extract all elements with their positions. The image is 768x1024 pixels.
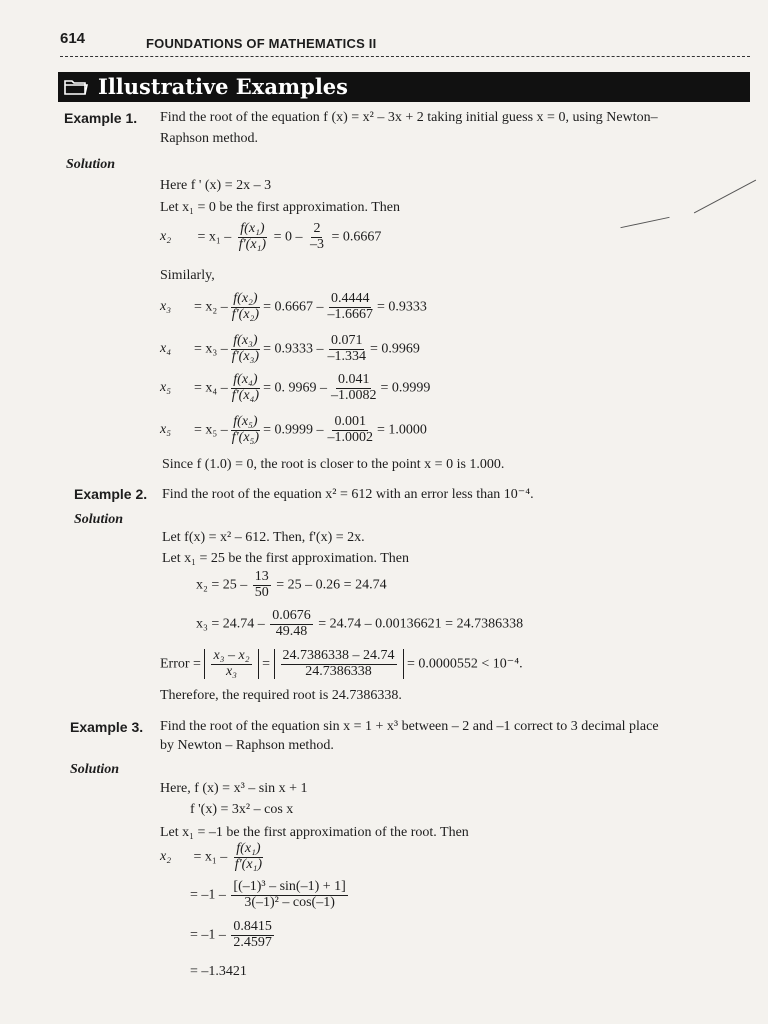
ex2-err-post: = 0.0000552 < 10⁻⁴. — [407, 656, 523, 672]
iteration-ratio-num: f(x₂) — [233, 291, 258, 306]
ex3-s2-num: [(–1)³ – sin(–1) + 1] — [233, 879, 346, 894]
iteration-eq: = x₃ – — [194, 341, 228, 357]
ex2-x2-pre: x₂ = 25 – — [196, 577, 248, 593]
iteration-ratio-den: f'(x₂) — [231, 306, 260, 322]
iteration-value-fraction-num: 0.071 — [330, 333, 363, 348]
ex3-s2-fraction — [231, 880, 347, 910]
iteration-row — [160, 415, 427, 445]
iteration-mid: = 0.9333 – — [263, 341, 324, 357]
iteration-result: = 0.9333 — [376, 299, 427, 315]
example-2-line2: Let x₁ = 25 be the first approximation. Then — [162, 551, 409, 566]
ex2-err-abs2 — [274, 649, 404, 679]
example-3-step2 — [190, 880, 350, 910]
iteration-row — [160, 373, 430, 403]
ex2-err-eq: = — [262, 656, 271, 672]
example-2-x3-equation — [196, 609, 523, 639]
ex2-err-abs1 — [204, 649, 258, 679]
example-3-question-line1: Find the root of the equation sin x = 1 + x³ between – 2 and –1 correct to 3 decimal place — [160, 719, 659, 734]
x2-value-fraction — [308, 222, 326, 252]
iteration-eq: = x₄ – — [194, 380, 228, 396]
x2-eq: = x₁ – — [197, 229, 232, 245]
x2-frac-den: f'(x₁) — [238, 236, 267, 252]
example-1-derivative: Here f ' (x) = 2x – 3 — [160, 178, 272, 193]
iteration-value-fraction-den: –1.334 — [327, 348, 366, 364]
ex2-err-den2: 24.7386338 — [305, 663, 372, 679]
ex3-s3-pre: = –1 – — [190, 927, 226, 943]
iteration-ratio-den: f'(x₄) — [231, 387, 260, 403]
ex3-x2-eq: = x₁ – — [193, 849, 228, 865]
x2-frac-num: f(x₁) — [240, 221, 265, 236]
ex2-x3-num: 0.0676 — [272, 608, 311, 623]
iteration-value-fraction-num: 0.001 — [334, 414, 366, 429]
folder-icon — [63, 77, 89, 97]
iteration-ratio-num: f(x₅) — [233, 414, 258, 429]
ex3-x2-fraction — [233, 842, 264, 872]
example-1-first-approx: Let x₁ = 0 be the first approximation. Then — [160, 200, 400, 215]
x2-value-num: 2 — [313, 221, 321, 236]
example-1-solution-label: Solution — [66, 157, 116, 172]
example-3-solution-label: Solution — [70, 762, 120, 777]
example-3-step3 — [190, 920, 276, 950]
x2-fraction — [237, 222, 268, 252]
ex2-x2-fraction — [253, 570, 271, 600]
iteration-value-fraction — [325, 415, 375, 445]
iteration-lhs: x₃ — [160, 299, 172, 315]
iteration-value-fraction — [325, 334, 368, 364]
example-2-error-line — [160, 649, 523, 679]
example-3-question-line2: by Newton – Raphson method. — [160, 738, 334, 753]
iteration-row — [160, 334, 420, 364]
ex2-err-num1: x₃ – x₂ — [213, 648, 250, 663]
ex2-err-fraction2 — [281, 649, 397, 679]
example-2-solution-label: Solution — [74, 512, 124, 527]
iteration-value-fraction-den: –1.6667 — [327, 306, 373, 322]
iteration-ratio — [230, 292, 261, 322]
section-banner — [58, 72, 750, 102]
iteration-mid: = 0.9999 – — [263, 422, 324, 438]
example-3-line2: f '(x) = 3x² – cos x — [190, 802, 294, 817]
ex2-x3-fraction — [270, 609, 313, 639]
iteration-ratio-num: f(x₄) — [233, 372, 258, 387]
ex2-x3-pre: x₃ = 24.74 – — [196, 616, 265, 632]
ex3-s3-fraction — [231, 920, 274, 950]
ex3-s2-pre: = –1 – — [190, 887, 226, 903]
iteration-eq: = x₅ – — [194, 422, 228, 438]
example-1-conclusion: Since f (1.0) = 0, the root is closer to the point x = 0 is 1.000. — [162, 457, 505, 472]
iteration-ratio — [230, 373, 261, 403]
ex3-s3-den: 2.4597 — [233, 934, 272, 950]
example-3-line1: Here, f (x) = x³ – sin x + 1 — [160, 781, 308, 796]
ex3-x2-num: f(x₁) — [236, 841, 261, 856]
x2-mid: = 0 – — [273, 229, 303, 245]
iteration-ratio-num: f(x₃) — [233, 333, 258, 348]
ex3-s2-den: 3(–1)² – cos(–1) — [244, 894, 335, 910]
ex3-x2-lhs: x₂ — [160, 849, 172, 865]
ex3-s3-num: 0.8415 — [233, 919, 272, 934]
example-2-question: Find the root of the equation x² = 612 with an error less than 10⁻⁴. — [162, 487, 534, 502]
x2-value-den: –3 — [309, 236, 324, 252]
iteration-lhs: x₄ — [160, 341, 172, 357]
iteration-value-fraction-num: 0.041 — [337, 372, 370, 387]
iteration-value-fraction — [325, 292, 375, 322]
iteration-value-fraction-den: –1.0082 — [330, 387, 377, 403]
x2-result: = 0.6667 — [331, 229, 382, 245]
example-2-label: Example 2. — [74, 486, 148, 502]
iteration-result: = 1.0000 — [376, 422, 427, 438]
iteration-mid: = 0. 9969 – — [263, 380, 327, 396]
header-divider — [60, 56, 750, 57]
iteration-result: = 0.9969 — [369, 341, 420, 357]
example-2-conclusion: Therefore, the required root is 24.7386338. — [160, 688, 402, 703]
ex2-x2-den: 50 — [254, 584, 269, 600]
iteration-ratio — [230, 334, 261, 364]
example-1-question-line1: Find the root of the equation f (x) = x² – 3x + 2 taking initial guess x = 0, using Newton– — [160, 110, 658, 125]
iteration-value-fraction — [329, 373, 379, 403]
ex2-x3-post: = 24.74 – 0.00136621 = 24.7386338 — [318, 616, 524, 632]
ex2-x2-num: 13 — [254, 569, 269, 584]
iteration-result: = 0.9999 — [380, 380, 431, 396]
section-title: Illustrative Examples — [98, 74, 348, 99]
ex2-err-label: Error = — [160, 656, 201, 672]
example-1-x2-equation — [160, 222, 381, 252]
x2-lhs: x₂ — [160, 229, 172, 245]
example-1-label: Example 1. — [64, 110, 138, 126]
page-number: 614 — [60, 30, 86, 47]
ex2-err-num2: 24.7386338 – 24.74 — [282, 648, 395, 663]
ex3-x2-den: f'(x₁) — [234, 856, 263, 872]
iteration-ratio-den: f'(x₅) — [231, 429, 260, 445]
iteration-value-fraction-num: 0.4444 — [330, 291, 370, 306]
iteration-lhs: x₅ — [160, 422, 172, 438]
example-3-x2-equation — [160, 842, 266, 872]
iteration-ratio — [230, 415, 261, 445]
ex2-err-den1: x₃ — [225, 663, 238, 679]
ex2-err-fraction1 — [211, 649, 251, 679]
example-3-label: Example 3. — [70, 719, 144, 735]
iteration-lhs: x₅ — [160, 380, 172, 396]
iteration-mid: = 0.6667 – — [263, 299, 324, 315]
example-3-line3: Let x₁ = –1 be the first approximation of the root. Then — [160, 825, 469, 840]
iteration-row — [160, 292, 427, 322]
pen-mark — [620, 217, 669, 228]
example-3-step4: = –1.3421 — [190, 964, 247, 979]
running-header: FOUNDATIONS OF MATHEMATICS II — [146, 36, 377, 51]
iteration-value-fraction-den: –1.0002 — [327, 429, 373, 445]
example-1-question-line2: Raphson method. — [160, 131, 258, 146]
iteration-ratio-den: f'(x₃) — [231, 348, 260, 364]
ex2-x2-post: = 25 – 0.26 = 24.74 — [276, 577, 387, 593]
example-2-x2-equation — [196, 570, 387, 600]
example-2-line1: Let f(x) = x² – 612. Then, f'(x) = 2x. — [162, 530, 365, 545]
similarly-label: Similarly, — [160, 268, 215, 283]
iteration-eq: = x₂ – — [194, 299, 228, 315]
ex2-x3-den: 49.48 — [275, 623, 308, 639]
pen-mark — [694, 180, 756, 214]
